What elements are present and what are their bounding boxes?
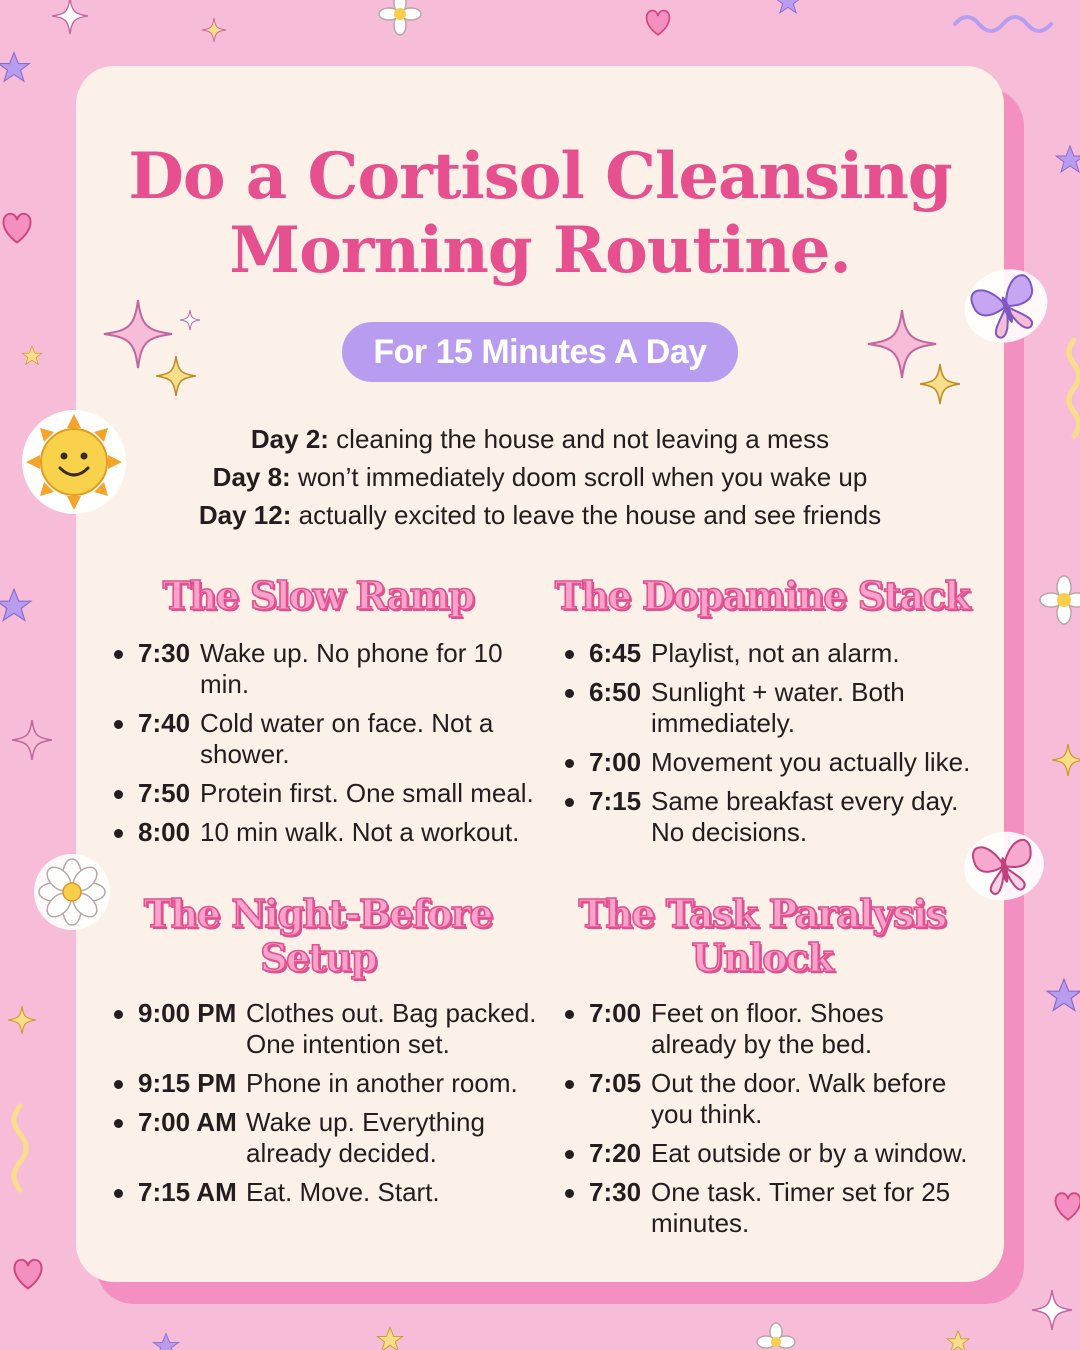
item-time: 6:50: [589, 677, 642, 707]
item-time: 7:20: [589, 1138, 642, 1168]
list-item: [112, 778, 552, 809]
night-before-list: [112, 998, 552, 1216]
list-item: [112, 708, 552, 770]
list-item: [563, 786, 983, 848]
item-time: 9:15 PM: [138, 1068, 237, 1098]
sparkle-icon: [920, 364, 960, 404]
list-item: [112, 817, 552, 848]
list-item: [563, 638, 983, 669]
milestone-day: Day 2:: [250, 424, 329, 454]
list-item: [112, 1068, 552, 1099]
section-title-dopamine-stack: The Dopamine Stack: [554, 573, 970, 618]
item-text: Wake up. No phone for 10 min.: [200, 638, 503, 699]
sparkle-icon: [868, 310, 936, 378]
list-item: [563, 1177, 983, 1239]
item-text: Clothes out. Bag packed. One intention set.: [246, 998, 537, 1059]
milestone-day: Day 12:: [198, 500, 292, 530]
section-title-line-1: The Task Paralysis: [578, 891, 946, 936]
milestones: [0, 420, 1080, 534]
item-text: One task. Timer set for 25 minutes.: [651, 1177, 951, 1238]
list-item: [563, 1068, 983, 1130]
section-title-line-2: Setup: [260, 935, 376, 980]
milestone-row: [0, 458, 1080, 496]
item-time: 6:45: [589, 638, 642, 668]
item-time: 7:50: [138, 778, 191, 808]
list-item: [563, 747, 983, 778]
dopamine-stack-list: [563, 638, 983, 856]
item-text: Eat outside or by a window.: [651, 1138, 968, 1168]
list-item: [112, 998, 552, 1060]
item-text: Protein first. One small meal.: [200, 778, 534, 808]
item-time: 7:40: [138, 708, 191, 738]
list-item: [563, 677, 983, 739]
item-text: Phone in another room.: [246, 1068, 518, 1098]
section-title-slow-ramp: The Slow Ramp: [162, 573, 474, 618]
milestone-text: won’t immediately doom scroll when you wake up: [290, 462, 868, 492]
milestone-day: Day 8:: [212, 462, 291, 492]
section-title-line-1: The Night-Before: [143, 891, 493, 936]
item-time: 7:00: [589, 998, 642, 1028]
title-line-2: Morning Routine.: [229, 213, 851, 288]
item-text: Wake up. Everything already decided.: [246, 1107, 485, 1168]
milestone-row: [0, 420, 1080, 458]
item-time: 7:30: [138, 638, 191, 668]
flower-icon: [1040, 576, 1080, 624]
slow-ramp-list: [112, 638, 552, 856]
section-title-task-paralysis: [548, 892, 976, 980]
sparkle-icon: [156, 356, 196, 396]
task-paralysis-list: [563, 998, 983, 1247]
sparkle-icon: [180, 310, 200, 330]
list-item: [112, 1177, 552, 1208]
title-line-1: Do a Cortisol Cleansing: [128, 139, 952, 214]
page-title: [0, 140, 1080, 288]
list-item: [112, 1107, 552, 1169]
duration-badge: For 15 Minutes A Day: [342, 322, 738, 382]
section-title-line-2: Unlock: [691, 935, 833, 980]
sparkle-icon: [104, 300, 172, 368]
item-time: 7:00: [589, 747, 642, 777]
item-time: 7:05: [589, 1068, 642, 1098]
item-text: Cold water on face. Not a shower.: [200, 708, 494, 769]
milestone-text: cleaning the house and not leaving a mess: [328, 424, 830, 454]
milestone-text: actually excited to leave the house and see friends: [291, 500, 882, 530]
milestone-row: [0, 496, 1080, 534]
item-text: Same breakfast every day. No decisions.: [651, 786, 959, 847]
item-time: 9:00 PM: [138, 998, 237, 1028]
item-time: 7:15: [589, 786, 642, 816]
list-item: [112, 638, 552, 700]
item-text: Movement you actually like.: [651, 747, 971, 777]
item-text: Out the door. Walk before you think.: [651, 1068, 947, 1129]
flower-icon: [757, 1323, 795, 1348]
item-text: Feet on floor. Shoes already by the bed.: [651, 998, 884, 1059]
item-time: 7:00 AM: [138, 1107, 237, 1137]
item-text: 10 min walk. Not a workout.: [200, 817, 520, 847]
item-time: 8:00: [138, 817, 191, 847]
section-title-night-before: [108, 892, 528, 980]
item-time: 7:15 AM: [138, 1177, 237, 1207]
flower-icon: [34, 854, 110, 930]
flower-icon: [379, 0, 421, 35]
item-time: 7:30: [589, 1177, 642, 1207]
list-item: [563, 998, 983, 1060]
item-text: Playlist, not an alarm.: [651, 638, 900, 668]
list-item: [563, 1138, 983, 1169]
item-text: Sunlight + water. Both immediately.: [651, 677, 905, 738]
item-text: Eat. Move. Start.: [246, 1177, 440, 1207]
